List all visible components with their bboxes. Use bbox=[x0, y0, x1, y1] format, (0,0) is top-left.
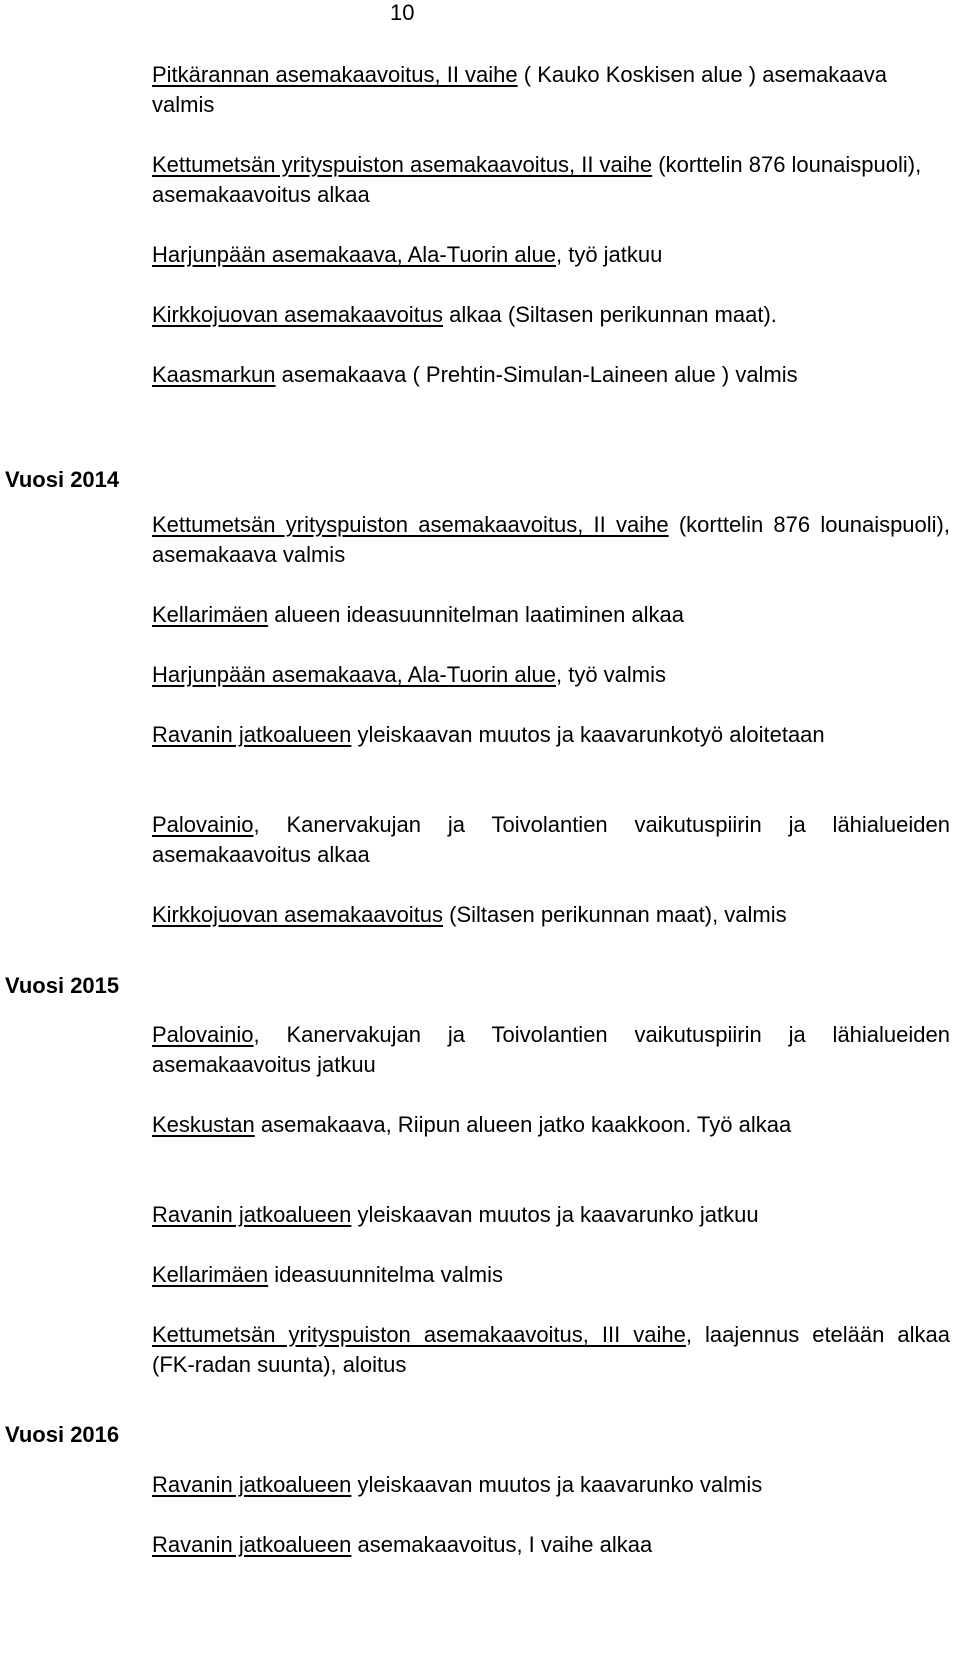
item-text: ( Kauko Koskisen alue ) asemakaava valmis bbox=[152, 62, 887, 117]
item-link[interactable]: Harjunpään asemakaava, Ala-Tuorin alue bbox=[152, 242, 556, 267]
item-link[interactable]: Ravanin jatkoalueen bbox=[152, 1472, 352, 1497]
item-text: , laajennus etelään alkaa (FK-radan suunta), aloitus bbox=[152, 1322, 950, 1377]
item-link[interactable]: Kettumetsän yrityspuiston asemakaavoitus, II vaihe bbox=[152, 512, 669, 537]
list-item bbox=[152, 510, 950, 570]
item-text: (korttelin 876 lounaispuoli), asemakaavoitus alkaa bbox=[152, 152, 922, 207]
item-text: alkaa (Siltasen perikunnan maat). bbox=[443, 302, 777, 327]
item-text: , työ valmis bbox=[555, 662, 667, 687]
list-item bbox=[152, 240, 950, 270]
list-item bbox=[152, 60, 950, 120]
item-link[interactable]: Kettumetsän yrityspuiston asemakaavoitus, II vaihe bbox=[152, 152, 653, 177]
item-text: , Kanervakujan ja Toivolantien vaikutuspiirin ja lähialueiden asemakaavoitus jatkuu bbox=[152, 1022, 950, 1077]
page-number: 10 bbox=[390, 0, 415, 25]
item-text: , työ jatkuu bbox=[555, 242, 663, 267]
item-text: yleiskaavan muutos ja kaavarunkotyö aloitetaan bbox=[351, 722, 825, 747]
item-link[interactable]: Kettumetsän yrityspuiston asemakaavoitus, III vaihe bbox=[152, 1322, 686, 1347]
item-text: , Kanervakujan ja Toivolantien vaikutuspiirin ja lähialueiden asemakaavoitus alkaa bbox=[152, 812, 950, 867]
item-link[interactable]: Harjunpään asemakaava, Ala-Tuorin alue bbox=[152, 662, 556, 687]
item-text: asemakaava ( Prehtin-Simulan-Laineen alue ) valmis bbox=[275, 362, 798, 387]
list-item bbox=[152, 660, 950, 690]
item-link[interactable]: Ravanin jatkoalueen bbox=[152, 722, 352, 747]
list-item bbox=[152, 1530, 950, 1560]
item-link[interactable]: Ravanin jatkoalueen bbox=[152, 1202, 352, 1227]
item-text: ideasuunnitelma valmis bbox=[268, 1262, 503, 1287]
item-text: yleiskaavan muutos ja kaavarunko valmis bbox=[351, 1472, 763, 1497]
item-text: (korttelin 876 lounaispuoli), asemakaava valmis bbox=[152, 512, 950, 567]
item-link[interactable]: Kirkkojuovan asemakaavoitus bbox=[152, 902, 444, 927]
item-link[interactable]: Kirkkojuovan asemakaavoitus bbox=[152, 302, 444, 327]
list-item bbox=[152, 1020, 950, 1080]
list-item bbox=[152, 900, 950, 930]
list-item bbox=[152, 1260, 950, 1290]
item-link[interactable]: Keskustan bbox=[152, 1112, 255, 1137]
item-link[interactable]: Ravanin jatkoalueen bbox=[152, 1532, 352, 1557]
item-link[interactable]: Palovainio bbox=[152, 812, 254, 837]
list-item bbox=[152, 1110, 950, 1140]
list-item bbox=[152, 1320, 950, 1380]
item-link[interactable]: Kellarimäen bbox=[152, 602, 269, 627]
year-heading: Vuosi 2016 bbox=[5, 1422, 120, 1447]
item-link[interactable]: Pitkärannan asemakaavoitus, II vaihe bbox=[152, 62, 518, 87]
list-item bbox=[152, 300, 950, 330]
list-item bbox=[152, 720, 950, 750]
item-text: yleiskaavan muutos ja kaavarunko jatkuu bbox=[351, 1202, 759, 1227]
item-text: asemakaavoitus, I vaihe alkaa bbox=[351, 1532, 653, 1557]
list-item bbox=[152, 150, 950, 210]
item-link[interactable]: Kellarimäen bbox=[152, 1262, 269, 1287]
year-heading: Vuosi 2014 bbox=[5, 467, 120, 492]
item-text: (Siltasen perikunnan maat), valmis bbox=[443, 902, 787, 927]
item-link[interactable]: Palovainio bbox=[152, 1022, 254, 1047]
list-item bbox=[152, 1200, 950, 1230]
item-text: alueen ideasuunnitelman laatiminen alkaa bbox=[268, 602, 685, 627]
list-item bbox=[152, 810, 950, 870]
list-item bbox=[152, 600, 950, 630]
item-text: asemakaava, Riipun alueen jatko kaakkoon. Työ alkaa bbox=[254, 1112, 792, 1137]
list-item bbox=[152, 360, 950, 390]
list-item bbox=[152, 1470, 950, 1500]
item-link[interactable]: Kaasmarkun bbox=[152, 362, 276, 387]
year-heading: Vuosi 2015 bbox=[5, 973, 120, 998]
